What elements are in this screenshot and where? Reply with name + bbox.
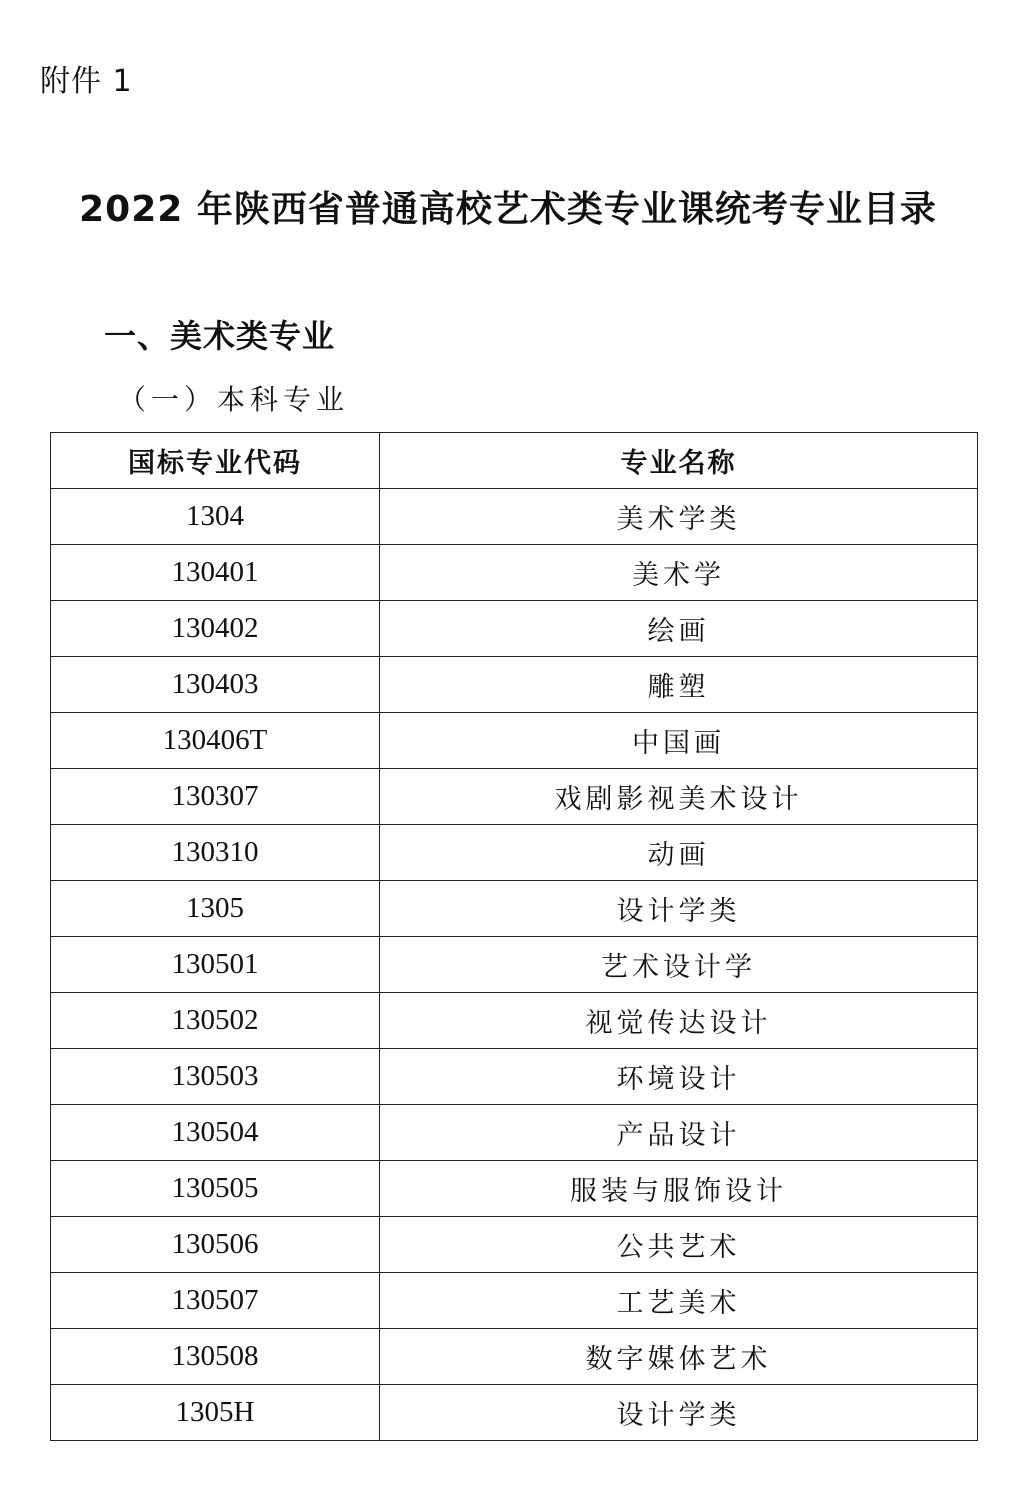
table-row xyxy=(51,1329,978,1385)
major-code: 130402 xyxy=(51,601,380,657)
major-code: 130310 xyxy=(51,825,380,881)
major-name: 产品设计 xyxy=(380,1105,978,1161)
major-code: 1305H xyxy=(51,1385,380,1441)
major-name: 工艺美术 xyxy=(380,1273,978,1329)
major-name: 美术学类 xyxy=(380,489,978,545)
major-name: 数字媒体艺术 xyxy=(380,1329,978,1385)
table-row xyxy=(51,1161,978,1217)
major-name: 艺术设计学 xyxy=(380,937,978,993)
table-row xyxy=(51,1385,978,1441)
header-name: 专业名称 xyxy=(380,433,978,489)
major-name: 戏剧影视美术设计 xyxy=(380,769,978,825)
table-row xyxy=(51,937,978,993)
page-title: 2022 年陕西省普通高校艺术类专业课统考专业目录 xyxy=(79,189,937,230)
section-heading: 一、美术类专业 xyxy=(104,317,336,355)
table-row xyxy=(51,1217,978,1273)
table-row xyxy=(51,713,978,769)
major-name: 设计学类 xyxy=(380,1385,978,1441)
major-code: 130403 xyxy=(51,657,380,713)
major-name: 雕塑 xyxy=(380,657,978,713)
table-row xyxy=(51,601,978,657)
major-code: 130505 xyxy=(51,1161,380,1217)
major-name: 环境设计 xyxy=(380,1049,978,1105)
major-name: 服装与服饰设计 xyxy=(380,1161,978,1217)
table-row xyxy=(51,1049,978,1105)
table-row xyxy=(51,657,978,713)
major-name: 绘画 xyxy=(380,601,978,657)
header-code: 国标专业代码 xyxy=(51,433,380,489)
major-name: 美术学 xyxy=(380,545,978,601)
major-code: 130502 xyxy=(51,993,380,1049)
table-row xyxy=(51,881,978,937)
table-row xyxy=(51,1273,978,1329)
major-code: 130307 xyxy=(51,769,380,825)
major-name: 公共艺术 xyxy=(380,1217,978,1273)
major-code: 130508 xyxy=(51,1329,380,1385)
major-name: 中国画 xyxy=(380,713,978,769)
table-header-row xyxy=(51,433,978,489)
majors-table xyxy=(50,432,978,1441)
table-row xyxy=(51,545,978,601)
major-code: 130504 xyxy=(51,1105,380,1161)
attachment-label: 附件 1 xyxy=(40,64,133,99)
major-code: 130401 xyxy=(51,545,380,601)
major-code: 130501 xyxy=(51,937,380,993)
subsection-heading: （一）本科专业 xyxy=(118,383,350,416)
table-row xyxy=(51,825,978,881)
major-name: 动画 xyxy=(380,825,978,881)
table-row xyxy=(51,769,978,825)
table-row xyxy=(51,993,978,1049)
major-code: 1304 xyxy=(51,489,380,545)
major-name: 视觉传达设计 xyxy=(380,993,978,1049)
major-code: 130503 xyxy=(51,1049,380,1105)
major-name: 设计学类 xyxy=(380,881,978,937)
major-code: 1305 xyxy=(51,881,380,937)
table-row xyxy=(51,489,978,545)
major-code: 130406T xyxy=(51,713,380,769)
major-code: 130507 xyxy=(51,1273,380,1329)
table-row xyxy=(51,1105,978,1161)
major-code: 130506 xyxy=(51,1217,380,1273)
